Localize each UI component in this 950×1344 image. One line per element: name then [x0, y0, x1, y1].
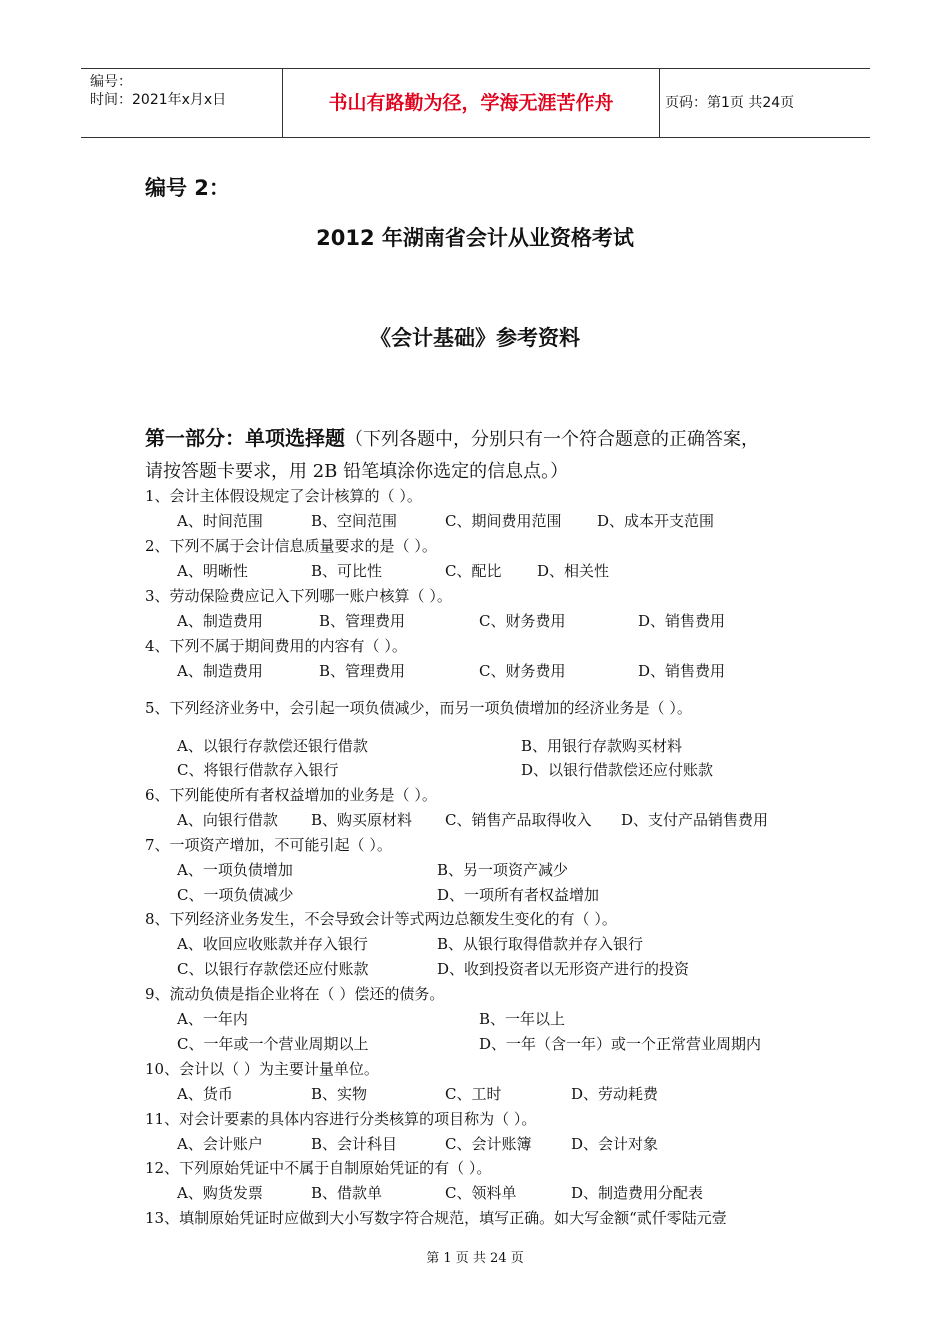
option: A、购货发票	[177, 1184, 263, 1202]
header-number-label: 编号：	[90, 74, 132, 90]
option: A、制造费用	[177, 612, 263, 630]
question-text: 4、下列不属于期间费用的内容有（ ）。	[145, 637, 407, 655]
option: D、相关性	[537, 562, 610, 580]
header-time-label: 时间：2021年x月x日	[90, 92, 227, 108]
option: A、货币	[177, 1085, 233, 1103]
option: A、向银行借款	[177, 811, 278, 829]
option: D、支付产品销售费用	[621, 811, 769, 829]
option: C、销售产品取得收入	[445, 811, 592, 829]
section-heading: 第一部分：单项选择题	[145, 426, 345, 450]
doc-title: 2012 年湖南省会计从业资格考试	[316, 226, 634, 250]
option: D、以银行借款偿还应付账款	[521, 761, 714, 779]
option: B、空间范围	[311, 512, 398, 530]
question-text: 5、下列经济业务中，会引起一项负债减少，而另一项负债增加的经济业务是（ ）。	[145, 699, 692, 717]
option: B、另一项资产减少	[437, 861, 569, 879]
section-heading-line	[145, 422, 759, 451]
option: D、成本开支范围	[597, 512, 715, 530]
doc-code: 编号 2：	[145, 176, 230, 200]
question-text: 9、流动负债是指企业将在（ ）偿还的债务。	[145, 985, 445, 1003]
option: C、将银行借款存入银行	[177, 761, 339, 779]
section-note-2: 请按答题卡要求，用 2B 铅笔填涂你选定的信息点。）	[145, 461, 569, 482]
page-header	[81, 68, 870, 138]
option: A、会计账户	[177, 1135, 263, 1153]
page-footer: 第 1 页 共 24 页	[426, 1251, 524, 1266]
option: D、销售费用	[638, 612, 726, 630]
option: A、收回应收账款并存入银行	[177, 935, 368, 953]
question-text: 12、下列原始凭证中不属于自制原始凭证的有（ ）。	[145, 1159, 492, 1177]
option: B、实物	[311, 1085, 368, 1103]
option: A、一项负债增加	[177, 861, 293, 879]
option: D、一年（含一年）或一个正常营业周期内	[479, 1035, 762, 1053]
option: B、可比性	[311, 562, 383, 580]
question-text: 3、劳动保险费应记入下列哪一账户核算（ ）。	[145, 587, 452, 605]
option: D、会计对象	[571, 1135, 659, 1153]
option: B、管理费用	[319, 662, 406, 680]
option: C、工时	[445, 1085, 502, 1103]
question-text: 2、下列不属于会计信息质量要求的是（ ）。	[145, 537, 437, 555]
header-motto: 书山有路勤为径，学海无涯苦作舟	[282, 69, 660, 137]
option: B、借款单	[311, 1184, 383, 1202]
question-text: 11、对会计要素的具体内容进行分类核算的项目称为（ ）。	[145, 1110, 537, 1128]
question-text: 7、一项资产增加，不可能引起（ ）。	[145, 836, 392, 854]
option: C、配比	[445, 562, 502, 580]
option: D、一项所有者权益增加	[437, 886, 600, 904]
option: D、劳动耗费	[571, 1085, 659, 1103]
option: B、管理费用	[319, 612, 406, 630]
option: B、用银行存款购买材料	[521, 737, 683, 755]
option: B、会计科目	[311, 1135, 398, 1153]
section-note-1: （下列各题中，分别只有一个符合题意的正确答案，	[345, 429, 759, 450]
option: C、以银行存款偿还应付账款	[177, 960, 369, 978]
option: C、期间费用范围	[445, 512, 562, 530]
option: C、领料单	[445, 1184, 517, 1202]
option: B、购买原材料	[311, 811, 413, 829]
option: D、收到投资者以无形资产进行的投资	[437, 960, 690, 978]
question-text: 13、填制原始凭证时应做到大小写数字符合规范，填写正确。如大写金额“贰仟零陆元壹	[145, 1209, 727, 1227]
option: A、制造费用	[177, 662, 263, 680]
question-text: 1、会计主体假设规定了会计核算的（ ）。	[145, 487, 422, 505]
question-text: 6、下列能使所有者权益增加的业务是（ ）。	[145, 786, 437, 804]
header-page-info: 页码：第1页 共24页	[665, 95, 795, 111]
header-meta-cell	[81, 69, 281, 137]
option: A、时间范围	[177, 512, 263, 530]
option: B、从银行取得借款并存入银行	[437, 935, 644, 953]
question-text: 10、会计以（ ）为主要计量单位。	[145, 1060, 379, 1078]
option: D、制造费用分配表	[571, 1184, 704, 1202]
option: A、一年内	[177, 1010, 248, 1028]
option: C、一年或一个营业周期以上	[177, 1035, 369, 1053]
option: B、一年以上	[479, 1010, 566, 1028]
option: C、财务费用	[479, 612, 566, 630]
doc-subtitle: 《会计基础》参考资料	[370, 326, 580, 350]
option: A、明晰性	[177, 562, 248, 580]
option: D、销售费用	[638, 662, 726, 680]
option: A、以银行存款偿还银行借款	[177, 737, 368, 755]
question-text: 8、下列经济业务发生，不会导致会计等式两边总额发生变化的有（ ）。	[145, 910, 617, 928]
option: C、会计账簿	[445, 1135, 532, 1153]
option: C、一项负债减少	[177, 886, 294, 904]
option: C、财务费用	[479, 662, 566, 680]
